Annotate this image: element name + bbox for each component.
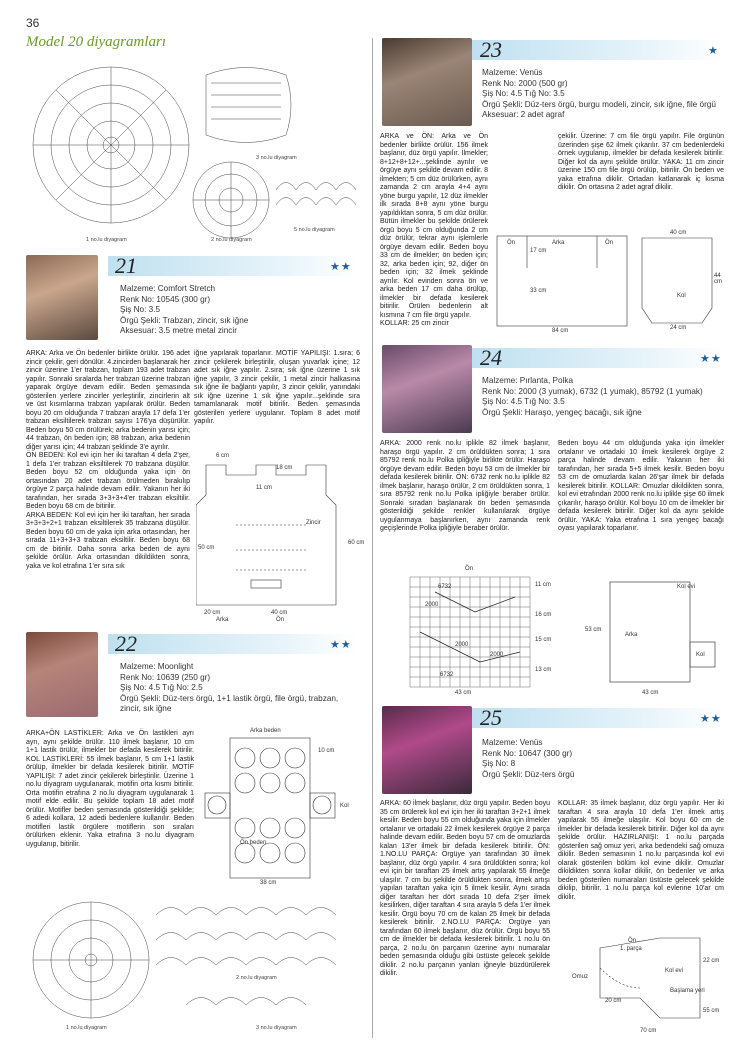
model25-schema-svg	[570, 928, 730, 1040]
model21-schema	[196, 445, 366, 625]
dim-label: 55 cm	[703, 1008, 720, 1014]
dim-label: 43 cm	[455, 690, 472, 696]
color-label: 2000	[425, 602, 439, 608]
info-line: Şiş No: 3.5	[120, 305, 161, 314]
model24-text-left: ARKA: 2000 renk no.lu iplikle 82 ilmek başlanır, haraşo örgü yapılır. 2 cm örüldükten sonra; 1 sıra 85792 renk no.lu Polka ipliğiyle birlikte örülür. Haraşo örgüye devam edilir. Beden boyu 53 cm de ilmekler bir defada kesilerek bitirilir. ÖN: 6732 renk no.lu iplikle 82 ilmek başlanır, haraşo örülür, 2 cm örüldükten sonra, 1 sıra 85792 renk no.lu Polka ipliğiyle beraber örülür. Sonraki sıradan başlanarak ön beden şemasında gösterildiği şekilde renkler kullanılarak örgüye uygulanmaya başlanırken, aynı zamanda renk geçişlerinde Polka ipliğiyle beraber örülür.	[380, 440, 550, 532]
model24-text-right: Beden boyu 44 cm olduğunda yaka için ilmekler ortalanır ve ortadaki 10 ilmek kesilerek örgüye 2 parça halinde devam edilir. Yakanın her iki tarafından, her sırada 5+5 ilmek kesilir. Beden boyu 53 cm de omuzlarda kalan 26'şar ilmek bir defada kesilerek bitirilir. KOLLAR: Omuzlar dikildikten sonra, kol evi etrafından 2000 renk no.lu iplikle şişe 60 ilmek çıkarılır, haraşo örülür. Kol boyu 10 cm de ilmekler bir defada kesilerek bitirilir. Diğer kol da aynı şekilde örülür. YAKA: Yaka etrafına 1 sıra yengeç bacağı oyası yapılarak toparlanır.	[558, 440, 724, 532]
model21-schema-svg	[196, 445, 366, 625]
dim-label: 13 cm	[535, 667, 552, 673]
model24-schema-svg	[380, 572, 730, 700]
kol-evi-label: Kol evi	[665, 968, 684, 974]
dim-label: 20 cm	[204, 610, 221, 616]
dim-label: 84 cm	[552, 328, 569, 334]
model23-info	[482, 68, 732, 121]
on-beden-label: Ön beden	[240, 840, 267, 846]
page-number: 36	[26, 16, 40, 30]
diagram-1-caption: 1 no.lu diyagram	[86, 237, 127, 243]
model23-band	[472, 37, 722, 62]
kol-label: Kol	[677, 293, 686, 299]
parca-label: 1. parça	[620, 946, 642, 952]
kol-label: Kol	[696, 652, 705, 658]
info-line: Örgü Şekli: Düz-ters örgü, burgu modeli, zincir, sık iğne, file örgü	[482, 99, 716, 109]
arka-beden-label: Arka beden	[250, 728, 281, 734]
dim-label: 38 cm	[260, 880, 277, 886]
model25-schema	[570, 928, 730, 1040]
model25-text-right: KOLLAR: 35 ilmek başlanır, düz örgü yapılır. Her iki taraftan 4 sıra arayla 10 defa 1'er ilmek artış yapılarak 55 ilmeğe ulaşılır. Kol boyu 60 cm de ilmekler bir defada kesilerek bitirilir. Diğer kol da aynı şekilde örülür. HAZIRLANIŞI: 1 no.lu parçada gösterilen sağ omuz yeri, arka bedendeki sağ omuza dikilir. Beden semasının 1 no.lu parçasında kol evi olarak gösterilen bölüm kol evine dikilir. Omuzlar dikildikten sonra kollar dikilir, ön bedenler ve arka beden gösterilen numaraları üstüste gelecek şekilde dikilip, bitirilir. 1 no.lu parça kol evlerine 10'ar cm dikilir.	[558, 800, 724, 901]
model21-number: 21	[115, 253, 137, 278]
diagram-2-caption: 2 no.lu diyagram	[211, 237, 252, 243]
info-line: Aksesuar: 3.5 metre metal zincir	[120, 326, 237, 335]
model25-stars: ★★	[700, 713, 722, 725]
kol-label: Kol	[340, 803, 349, 809]
paragraph: ARKA: Arka ve Ön bedenler birlikte örülür. 196 adet zincir çekilir, geri dönülür. 4.zincirden başlanarak her zincir üzerine 1'er trabzan, toplam 193 adet trabzan yapılır. Sonraki sıralarda her trabzan üzerine trabzan yaparak örgüye devam edilir. Beden şemasında gösterilen yerlere zincirler yerleştirilir, zincirlerin alt ve üst kısımlarına trabzan yapılarak örülür. Beden boyu 20 cm olduğunda 7 trabzan arayla 17 defa 1'er trabzan eksiltilerek trabzan sayısı 176'ya düşürülür. Beden boyu 50 cm örülürek; arka bedenin yarısı için; 44 trabzan, ön beden için; 88 trabzan, arka bedenin diğer yarısı için; 44 trabzan şeklinde 3'e ayrılır.	[26, 350, 190, 451]
model22-band	[108, 631, 358, 656]
dim-label: 16 cm	[535, 612, 552, 618]
dim-label: 6 cm	[216, 453, 230, 459]
model22-diagram-svg	[26, 895, 366, 1045]
on-label: Ön	[465, 566, 474, 572]
paragraph: ARKA BEDEN: Kol evi için her iki taraftan, her sırada 3+3+3+2+1 trabzan eksiltilerek 35 trabzana düşülür. Beden boyu 60 cm de yaka için arka ortasından, her sırada 11+3+3+3 trabzan eksiltilir. Beden boyu 68 cm de bitirilir. Daha sonra arka beden de aynı şekilde örülür. Arka ortasından dikildikten sonra, yaka ve kol etrafına 1'er sıra sık	[26, 511, 190, 570]
color-label: 2000	[490, 652, 504, 658]
dim-label: 24 cm	[670, 325, 687, 331]
info-line: Malzeme: Venüs	[482, 738, 543, 747]
model22-diagrams	[26, 895, 366, 1045]
zincir-label: Zincir	[306, 520, 321, 526]
dim-label: 53 cm	[585, 627, 602, 633]
paragraph: ARKA ve ÖN: Arka ve Ön bedenler birlikte örülür. 156 ilmek başlanır, düz örgü yapılır. İlmekler; 8+12+8+12+...şeklinde ayrılır ve örgüye aynı şekilde devam edilir. 8 ilmekten; 5 cm düz örülürken, aynı zamanda 2 cm arayla 4+4 aynı yöne burgu yapılır, 12 düz ilmekler ilk sırada 8+8 aynı yöne burgu yapıldıktan sonra, 5 cm düz örülür. Bütün ilmekler bu şekilde örülerek örgü boyu 5 cm olduğunda 2 cm düz örülür, tekrar aynı işlemlerle örgüye devam edilir. Beden boyu 33 cm de ilmekler; ön beden için; 32, arka beden için; 92, diğer ön beden için; 32 ilmek şeklinde ayrılır. Kol evinden sonra ön ve arka beden 17 cm daha örülüp, ilmekler bir defada kesilerek bitirilir. Örülen bedenlerin alt kısmına 7 cm file örgü yapılır.	[380, 133, 488, 319]
dim-label: 18 cm	[276, 465, 293, 471]
arka-label: Arka	[625, 632, 638, 638]
info-line: Şiş No: 4.5 Tığ No: 3.5	[482, 397, 565, 406]
model20-diagrams	[26, 55, 366, 245]
info-line: Örgü Şekli: Düz-ters örgü, 1+1 lastik örgü, file örgü, trabzan,	[120, 693, 339, 703]
model25-number: 25	[480, 705, 502, 730]
diagram-5-caption: 5 no.lu diyagram	[294, 227, 335, 233]
on-label: Ön	[507, 240, 516, 246]
info-line: Örgü Şekli: Düz-ters örgü	[482, 769, 575, 779]
info-line: Renk No: 2000 (500 gr)	[482, 78, 568, 88]
color-label: 6732	[440, 672, 454, 678]
model21-text-right: iğne yapılarak toparlanır. MOTİF YAPILIŞI: 1.sıra; 6 zincir çekilerek birleştirilir, oluşan yuvarlak içine; 12 adet sık iğne yapılır. 2.sıra; sık iğne üzerine 1 sık iğne yapılır, 3 zincir çekilir, 1 metal zincir halkasına sık iğne ile bağlantı yapılır, 3 zincir çekilir, yanındaki sık iğne üzerine 1 sık iğne yapılır...şeklinde sıra tamamlanarak motif bitirilir. Beden şemasında gösterilen yerlere uygulanır. Toplam 8 adet motif yapılır.	[194, 350, 360, 425]
dim-label: 11 cm	[256, 485, 272, 491]
crochet-diagrams	[26, 55, 366, 245]
arka-label: Arka	[216, 617, 229, 623]
arka-label: Arka	[552, 240, 565, 246]
dim-label: 17 cm	[530, 248, 547, 254]
column-divider	[372, 38, 373, 1038]
model22-number: 22	[115, 631, 137, 656]
dim-label: 40 cm	[271, 610, 288, 616]
info-line: zincir, sık iğne	[120, 704, 172, 713]
dim-label: 44 cm	[714, 273, 722, 285]
model25-band	[472, 705, 722, 730]
info-line: Örgü Şekli: Haraşo, yengeç bacağı, sık iğne	[482, 407, 642, 417]
info-line: Şiş No: 8	[482, 759, 516, 768]
info-line: Şiş No: 4.5 Tığ No: 3.5	[482, 89, 565, 98]
model25-info	[482, 738, 732, 780]
model21-stars: ★★	[330, 261, 352, 273]
dim-label: 70 cm	[640, 1028, 657, 1034]
model22-stars: ★★	[330, 639, 352, 651]
info-line: Renk No: 10639 (250 gr)	[120, 672, 211, 682]
dim-label: 20 cm	[605, 998, 622, 1004]
model22-schema	[200, 728, 365, 890]
model23-text-right: çekilir. Üzerine: 7 cm file örgü yapılır. File örgünün üzerinden şişe 62 ilmek çıkarılır. 37 cm bedenlerdeki örnek uygulanıp, ilmekler bir defada kesilerek bitirilir. Diğer kol da aynı şekilde örülür. YAKA: 11 cm zincir üzerine 150 cm file örgü örülüp, bitirilir. Ön beden ve yaka etrafına dikilir. Ortadan katlanarak iç kısma dikilir. Ön ortasına 2 adet agraf dikilir.	[558, 133, 724, 191]
info-line: Şiş No: 4.5 Tığ No: 2.5	[120, 683, 203, 692]
diagram-3-caption: 3 no.lu diyagram	[256, 155, 297, 161]
diagram-1-caption: 1 no.lu diyagram	[66, 1025, 107, 1031]
info-line: Renk No: 10545 (300 gr)	[120, 294, 211, 304]
model21-band	[108, 253, 358, 278]
dim-label: 50 cm	[198, 545, 215, 551]
info-line: Malzeme: Pırlanta, Polka	[482, 376, 574, 385]
info-line: Renk No: 2000 (3 yumak), 6732 (1 yumak), 85792 (1 yumak)	[482, 386, 703, 396]
model24-number: 24	[480, 345, 502, 370]
dim-label: 10 cm	[318, 748, 335, 754]
model23-photo	[382, 38, 472, 126]
omuz-label: Omuz	[572, 974, 589, 980]
model23-number: 23	[480, 37, 502, 62]
diagram-3-caption: 3 no.lu diyagram	[256, 1025, 297, 1031]
paragraph: KOLLAR: 25 cm zincir	[380, 320, 449, 327]
model25-text-left: ARKA: 60 ilmek başlanır, düz örgü yapılır. Beden boyu 35 cm örülerek kol evi için her iki taraftan 3+2+1 ilmek kesilir. Beden boyu 55 cm olduğunda yaka için ilmekler ortalanır ve ortadaki 22 ilmek kesilerek örgüye 2 parça halinde devam edilir. Beden boyu 57 cm de omuzlarda kalan 13'er ilmek bir defada kesilerek bitirilir. ÖN: 1.NO.LU PARÇA: Örgüye yan tarafından 30 ilmek başlanır, düz örgü yapılır. 4 sıra örüldükten sonra; kol evi için bir taraftan 25 ilmek artış yapılarak 55 ilmeğe ulaşılır. 7 cm bu şekilde örüldükten sonra, ilmek artışı yapılan taraftan yaka için 5 ilmek kesilir. Aynı sırada diğer taraftan her dört sırada 10 defa 2'şer ilmek kesilirken, diğer taraftan 4 sıra arayla 5 defa 1'er ilmek kesilir. Örgü boyu 70 cm de kalan 25 ilmek bir defada kesilerek bitirilir. 2.NO.LU PARÇA: Örgüye yan tarafından 60 ilmek başlanır, düz örülür. Örgü boyu 55 cm de ilmekler bir defada kesilerek bitirilir. 1 no.lu ön parça, 2 no.lu ön parçanın üzerine aynı numaralar beden şemasında olduğu gibi üstüste gelecek şekilde dikilir. 2 no.lu parçanın yanları iğneyle büzdürülerek dikilir.	[380, 800, 550, 977]
model24-info	[482, 376, 732, 418]
page-title: Model 20 diyagramları	[26, 34, 166, 50]
color-label: 6732	[438, 584, 452, 590]
on-label: Ön	[628, 938, 637, 944]
dim-label: 33 cm	[530, 288, 547, 294]
model21-photo	[26, 255, 98, 340]
model22-schema-svg	[200, 728, 365, 890]
model22-info	[120, 662, 365, 715]
info-line: Örgü Şekli: Trabzan, zincir, sık iğne	[120, 315, 249, 325]
info-line: Malzeme: Venüs	[482, 68, 543, 77]
model22-photo	[26, 632, 98, 717]
on-label: Ön	[276, 617, 285, 623]
model22-text: ARKA+ÖN LASTİKLER: Arka ve Ön lastikleri ayrı ayrı, aynı şekilde örülür. 110 ilmek başlanır, 10 cm 1+1 lastik örülür, ilmekler bir defada kesilerek bitirilir. KOL LASTİKLERİ: 55 ilmek başlanır, 5 cm 1+1 lastik örülüp, ilmekler bir defada kesilerek bitirilir. MOTİF YAPILIŞI: 7 adet zincir çekilerek birleştirilir. Üzerine 1 no.lu diyagram uygulanarak, motifin orta kısmı bitirilir. Orta motifin etrafına 2 no.lu diyagram uygulanarak 1 motif elde edilir. Bu şekilde toplam 18 adet motif örülür. Motifler beden şemasında gösterildiği şekilde; 6 adedi kollara, 12 adedi bedenlere kullanılır. Beden motifleri lastik örgülere motiflerin son sıraları örülürken eklenir. Yaka etrafına 3 no.lu diyagram uygulanıp, bitirilir.	[26, 730, 194, 848]
dim-label: 22 cm	[703, 958, 720, 964]
dim-label: 11 cm	[535, 582, 551, 588]
model23-schema	[492, 228, 727, 338]
model23-text-left	[380, 133, 488, 329]
dim-label: 15 cm	[535, 637, 552, 643]
kol-evi-label: Kol evi	[677, 584, 696, 590]
model24-band	[472, 345, 722, 370]
model23-stars: ★	[708, 45, 719, 57]
info-line: Aksesuar: 2 adet agraf	[482, 110, 565, 119]
model24-stars: ★★	[700, 353, 722, 365]
color-label: 2000	[455, 642, 469, 648]
info-line: Malzeme: Comfort Stretch	[120, 284, 216, 293]
on-label: Ön	[605, 240, 614, 246]
diagram-2-caption: 2 no.lu diyagram	[236, 975, 277, 981]
dim-label: 43 cm	[642, 690, 659, 696]
model24-photo	[382, 345, 472, 433]
model21-info	[120, 284, 360, 337]
dim-label: 40 cm	[670, 230, 687, 236]
paragraph: ÖN BEDEN: Kol evi için her iki taraftan 4 defa 2'şer, 1 defa 1'er trabzan eksiltilerek 70 trabzana düşülür. Beden boyu 52 cm olduğunda yaka için ön ortasından 20 adet trabzan örülmeden bırakılıp örgüye 2 parça halinde devam edilir. Yakanın her iki tarafından, her sırada 3+3+3+4'er trabzan eksiltilir. Beden boyu 68 cm de bitirilir.	[26, 452, 190, 510]
baslama-label: Başlama yeri	[670, 988, 705, 994]
model21-text-left	[26, 350, 190, 571]
dim-label: 60 cm	[348, 540, 365, 546]
info-line: Malzeme: Moonlight	[120, 662, 194, 671]
info-line: Renk No: 10647 (300 gr)	[482, 748, 573, 758]
model24-schema	[380, 566, 730, 700]
model25-photo	[382, 706, 472, 794]
